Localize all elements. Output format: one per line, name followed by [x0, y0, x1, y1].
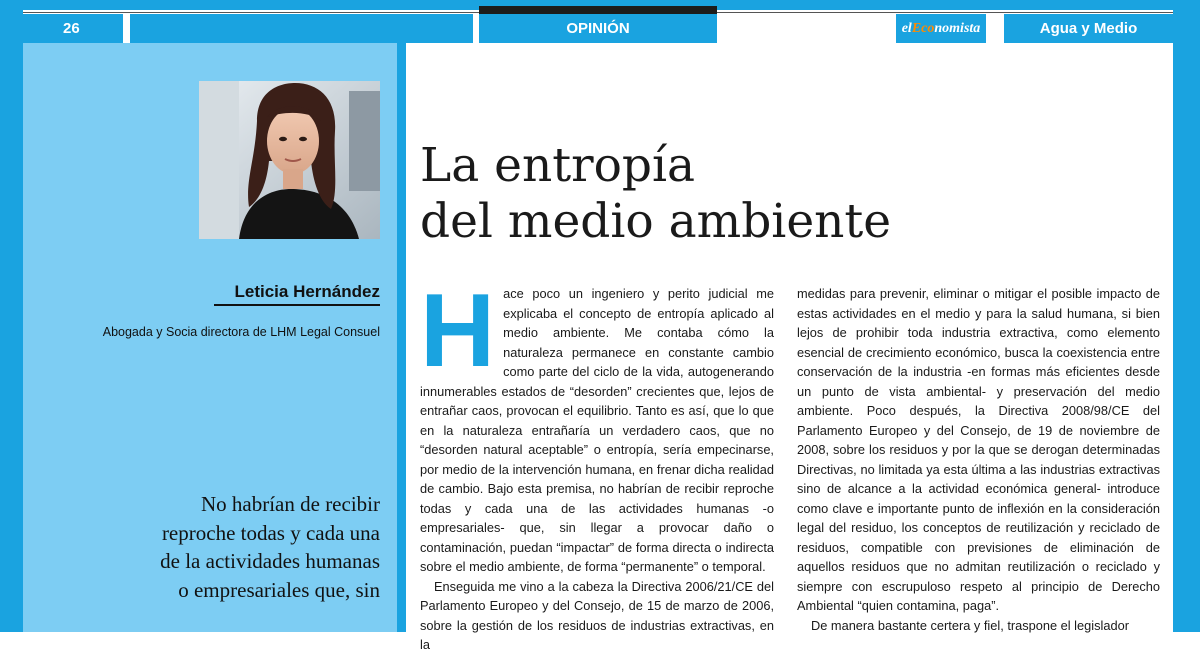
masthead-logo-el: el — [901, 21, 912, 36]
paragraph: De manera bastante certera y fiel, traspone el legislador — [811, 617, 1129, 633]
masthead-logo — [896, 14, 986, 43]
article-column-2 — [797, 284, 1160, 635]
page-number: 26 — [23, 14, 123, 43]
drop-cap: H — [420, 273, 496, 389]
paragraph: Enseguida me vino a la cabeza la Directiva 2006/21/CE del Parlamento Europeo y del Consejo, de 15 de marzo de 2006, sobre la gestión de los residuos de industrias extractivas, en la — [420, 578, 774, 652]
section-tab-marker — [479, 6, 717, 14]
author-role: Abogada y Socia directora de LHM Legal Consuel — [102, 325, 380, 339]
paragraph: medidas para prevenir, eliminar o mitigar el posible impacto de estas actividades en el medio y para la salud humana, si bien lejos de prohibir toda industria extractiva, como elemento esencial de crecimiento económico, busca la coexistencia entre conservación de la industria -en formas más eficientes desde un punto de vista ambiental- y preservación del medio ambiente. Poco después, la Directiva 2008/98/CE del Parlamento Europeo y del Consejo, de 19 de noviembre de 2008, sobre los residuos y por la que se derogan determinadas Directivas, no limitada ya esta última a las industrias extractivas sino de alcance a la actividad económica general- introduce como clave e importante punto de inflexión en la consideración legal del residuo, los conceptos de reutilización y reciclado de residuos, compatible con previsiones de eliminación de aquellos residuos que no admitan reutilización o reciclado y siempre con escrupuloso respeto al principio de Derecho Ambiental “quien contamina, paga”. — [797, 286, 1160, 613]
masthead-logo-eco: Eco — [911, 21, 935, 36]
author-name: Leticia Hernández — [234, 282, 380, 301]
section-label: OPINIÓN — [479, 14, 717, 43]
pull-quote: No habrían de recibir reproche todas y cada una de la actividades humanas o empresariales que, sin — [160, 492, 380, 602]
author-portrait-photo — [199, 81, 380, 239]
headline-line-2: del medio ambiente — [420, 194, 892, 249]
sidebar-divider — [397, 43, 406, 632]
article-headline — [420, 138, 891, 250]
topic-label: Agua y Medio Ambiente — [1004, 14, 1173, 43]
paragraph-text: ace poco un ingeniero y perito judicial me explicaba el concepto de entropía aplicado al medio ambiente. Me contaba cómo la naturaleza permanece en constante cambio como parte del ciclo de la vida, autogenerando innumerables estados de “desorden” crecientes que, lejos de entrañar caos, provocan el equilibrio. Tanto es así, que lo que en la naturaleza entrañaría un verdadero caos, que no “desorden natural aceptable” o entropía, sería empecinarse, por medio de la intervención humana, en frenar dicha realidad de cambio. Bajo esta premisa, no habrían de recibir reproche todas y cada una de las actividades humanas -o empresariales- que, sin llegar a provocar daño o contaminación, puedan “impactar” de forma directa o indirecta sobre el medio ambiente, de forma “permanente” o temporal. — [420, 286, 774, 574]
author-name-underline — [214, 304, 380, 306]
paragraph — [420, 273, 774, 577]
page-frame-left — [0, 0, 23, 632]
headline-line-1: La entropía — [420, 138, 696, 193]
article-column-1 — [420, 273, 774, 655]
masthead-logo-nomista: nomista — [934, 21, 981, 36]
page-frame-right — [1173, 0, 1200, 632]
header-bar — [130, 14, 473, 43]
